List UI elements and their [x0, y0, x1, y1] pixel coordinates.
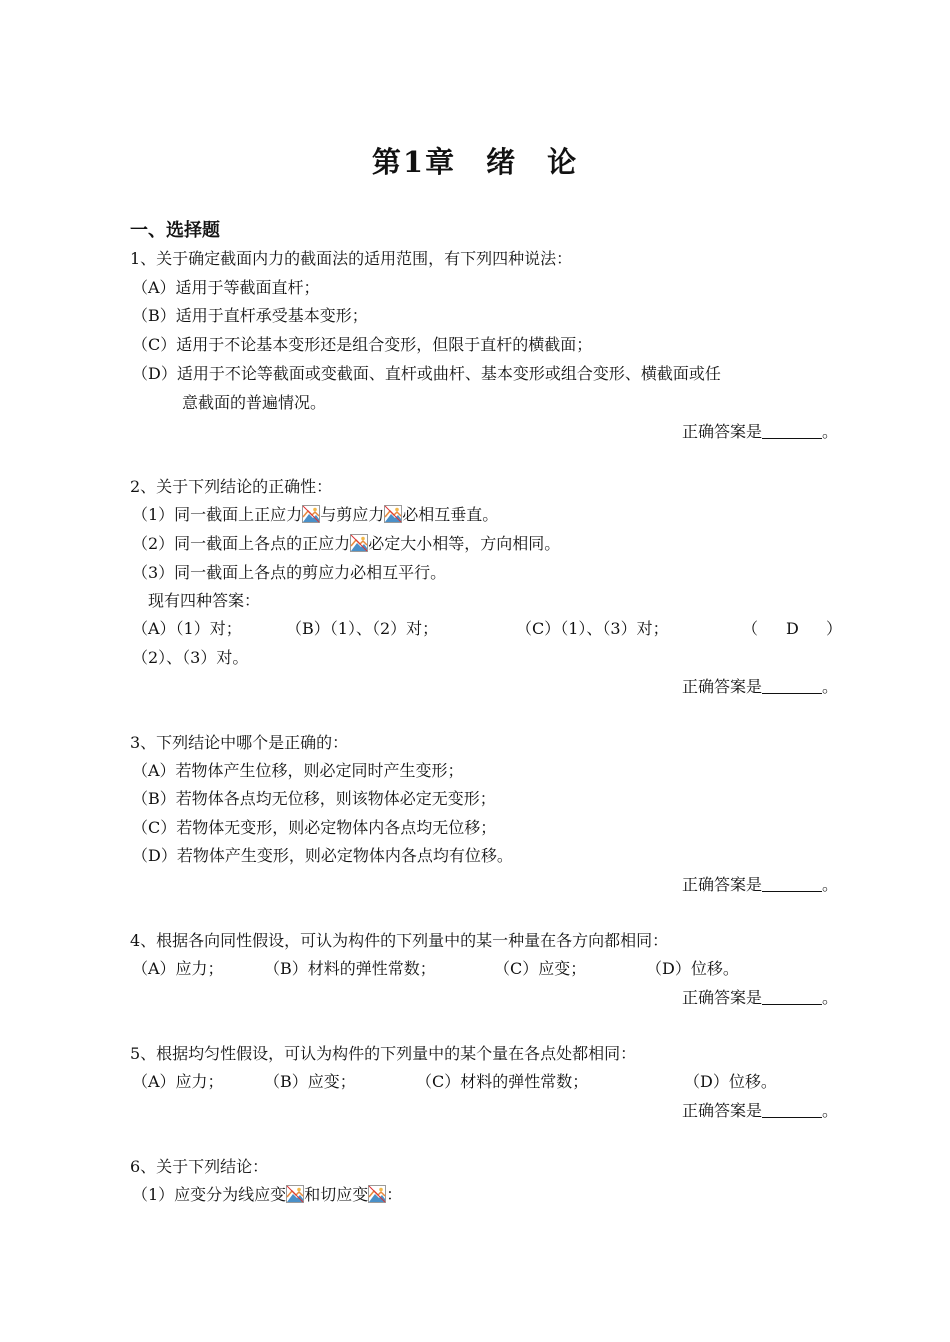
q2-statement-1: [132, 504, 498, 526]
q2-option-c-wrap: [516, 618, 669, 640]
q1-option-b: （B）适用于直杆承受基本变形；: [132, 306, 368, 325]
answer-label: 正确答案是: [681, 422, 762, 441]
q3-option-d: （D）若物体产生变形，则必定物体内各点均有位移。: [132, 846, 513, 865]
q2-option-b-wrap: [286, 618, 438, 640]
answer-blank[interactable]: [762, 988, 822, 1005]
answer-label: 正确答案是: [681, 875, 762, 894]
q1-option-a: （A）适用于等截面直杆；: [132, 278, 320, 297]
q2-option-a: （A）（1）对；: [132, 619, 242, 638]
title-suffix: 章: [425, 145, 457, 179]
chapter-title: [0, 140, 950, 181]
q4-stem: 4、根据各向同性假设，可认为构件的下列量中的某一种量在各方向都相同：: [130, 931, 669, 950]
q6-statement-1: [132, 1184, 402, 1206]
q2-option-d-close: ）: [826, 619, 843, 638]
q2-answer-line: [682, 676, 838, 698]
broken-image-icon: [350, 534, 368, 552]
title-prefix: 第: [371, 145, 403, 179]
q3-option-a: （A）若物体产生位移，则必定同时产生变形；: [132, 761, 464, 780]
answer-end: 。: [821, 677, 838, 696]
answer-blank[interactable]: [762, 677, 822, 694]
section-heading: 一、选择题: [130, 220, 220, 241]
answer-label: 正确答案是: [681, 1101, 762, 1120]
q2-s1-part-b: 与剪应力: [320, 505, 385, 524]
q2-s1-part-a: （1）同一截面上正应力: [132, 505, 303, 524]
q1-answer-line: [682, 421, 838, 443]
answer-label: 正确答案是: [681, 988, 762, 1007]
q6-stem: 6、关于下列结论：: [130, 1157, 269, 1176]
q6-s1-part-b: 和切应变: [304, 1185, 369, 1204]
q4-answer-line: [682, 987, 838, 1009]
q2-option-d-cont: （2）、（3）对。: [132, 648, 249, 667]
q2-s1-part-c: 必相互垂直。: [402, 505, 499, 524]
broken-image-icon: [384, 505, 402, 523]
answer-blank[interactable]: [762, 875, 822, 892]
q5-option-a: （A）应力；: [132, 1072, 224, 1091]
answer-label: 正确答案是: [681, 677, 762, 696]
answer-end: 。: [821, 1101, 838, 1120]
broken-image-icon: [302, 505, 320, 523]
q5-answer-line: [682, 1100, 838, 1122]
q1-option-c: （C）适用于不论基本变形还是组合变形，但限于直杆的横截面；: [132, 335, 593, 354]
answer-end: 。: [821, 422, 838, 441]
q1-option-d-line1: （D）适用于不论等截面或变截面、直杆或曲杆、基本变形或组合变形、横截面或任: [132, 364, 721, 383]
q5-option-c: （C）材料的弹性常数；: [416, 1072, 589, 1091]
q2-statement-2: [132, 533, 560, 555]
q5-stem: 5、根据均匀性假设，可认为构件的下列量中的某个量在各点处都相同：: [130, 1044, 637, 1063]
q4-option-a: （A）应力；: [132, 959, 224, 978]
q3-option-b: （B）若物体各点均无位移，则该物体必定无变形；: [132, 789, 496, 808]
answer-end: 。: [821, 988, 838, 1007]
q2-s2-part-a: （2）同一截面上各点的正应力: [132, 534, 351, 553]
q3-stem: 3、下列结论中哪个是正确的：: [130, 733, 349, 752]
title-number: 1: [402, 145, 426, 179]
q2-stem: 2、关于下列结论的正确性：: [130, 477, 333, 496]
q3-option-c: （C）若物体无变形，则必定物体内各点均无位移；: [132, 818, 497, 837]
q2-option-c: （C）（1）、（3）对；: [516, 619, 669, 638]
broken-image-icon: [368, 1185, 386, 1203]
answer-end: 。: [821, 875, 838, 894]
broken-image-icon: [286, 1185, 304, 1203]
q2-option-d-letter: D: [786, 619, 799, 638]
q2-statement-3: （3）同一截面上各点的剪应力必相互平行。: [132, 563, 447, 582]
q2-s2-part-b: 必定大小相等，方向相同。: [368, 534, 561, 553]
q2-options-row: [132, 618, 242, 640]
q6-s1-part-c: ：: [386, 1185, 403, 1204]
q2-option-d-open: （: [742, 619, 759, 638]
answer-blank[interactable]: [762, 422, 822, 439]
q4-option-d: （D）位移。: [646, 959, 739, 978]
q1-stem: 1、关于确定截面内力的截面法的适用范围，有下列四种说法：: [130, 249, 573, 268]
q2-intro: 现有四种答案：: [148, 591, 261, 610]
q5-option-b: （B）应变；: [264, 1072, 356, 1091]
q4-option-b: （B）材料的弹性常数；: [264, 959, 436, 978]
q3-answer-line: [682, 874, 838, 896]
q2-option-b: （B）（1）、（2）对；: [286, 619, 439, 638]
answer-blank[interactable]: [762, 1101, 822, 1118]
q5-option-d: （D）位移。: [684, 1072, 777, 1091]
title-word-2: 论: [547, 145, 579, 179]
title-word-1: 绪: [486, 145, 518, 179]
q6-s1-part-a: （1）应变分为线应变: [132, 1185, 287, 1204]
q1-option-d-line2: 意截面的普遍情况。: [182, 393, 327, 412]
q4-option-c: （C）应变；: [494, 959, 587, 978]
